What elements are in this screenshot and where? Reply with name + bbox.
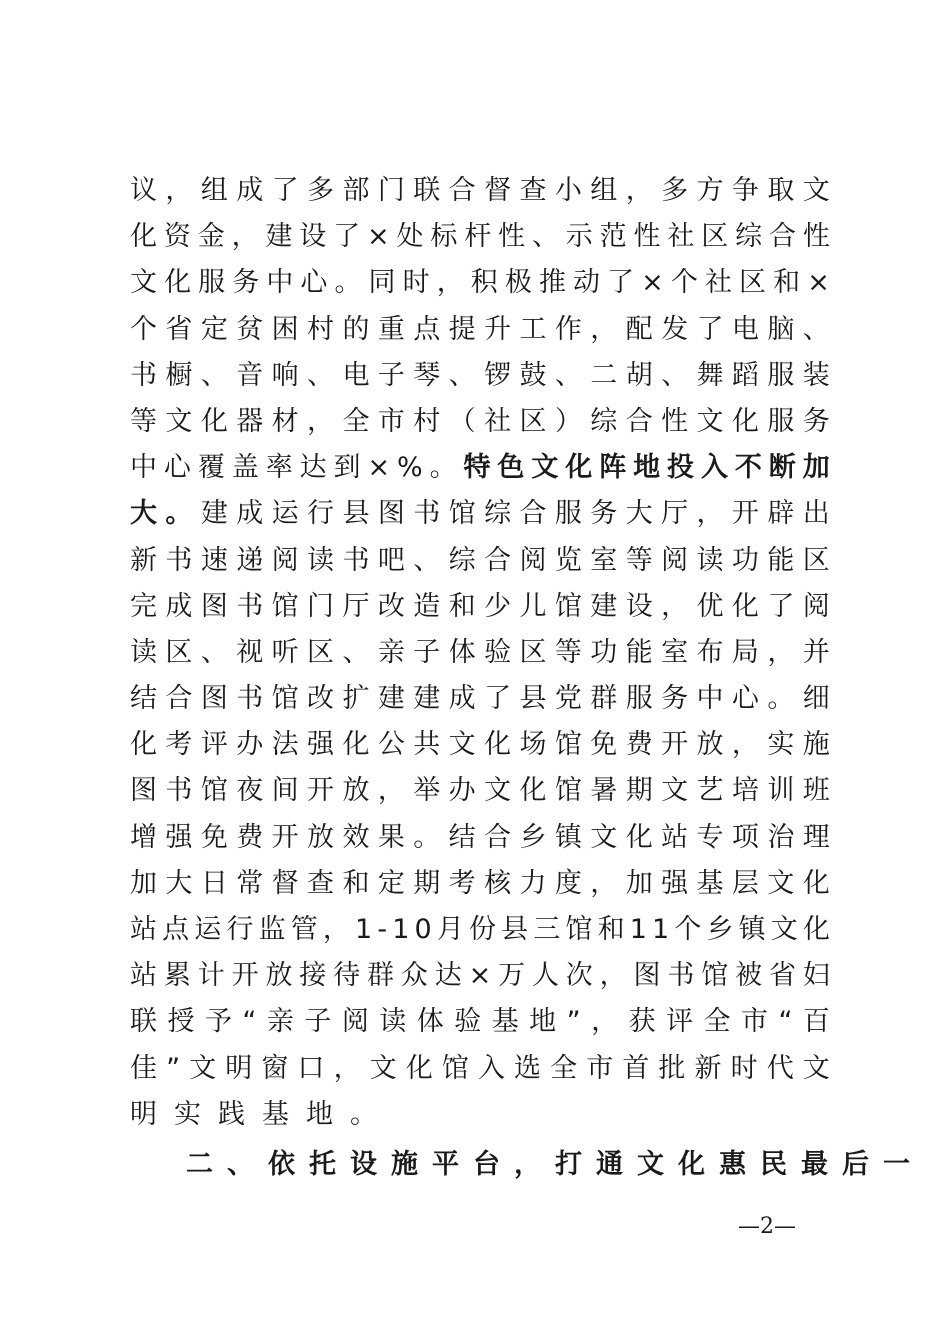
text-line: 联 授 予 “ 亲 子 阅 读 体 验 基 地 ” ， 获 评 全 市 “ 百	[130, 1006, 830, 1038]
text-line: 图 书 馆 夜 间 开 放 ， 举 办 文 化 馆 暑 期 文 艺 培 训 班	[130, 775, 830, 807]
text-line: 化 资 金 ， 建 设 了 × 处 标 杆 性 、 示 范 性 社 区 综 合 性	[130, 221, 830, 253]
text-line: 加 大 日 常 督 查 和 定 期 考 核 力 度 ， 加 强 基 层 文 化	[130, 867, 830, 899]
text-line: 个 省 定 贫 困 村 的 重 点 提 升 工 作 ， 配 发 了 电 脑 、	[130, 313, 830, 345]
text-line: 文 化 服 务 中 心 。 同 时 ， 积 极 推 动 了 × 个 社 区 和 ×	[130, 267, 830, 299]
text-line-mixed: 大 。 建 成 运 行 县 图 书 馆 综 合 服 务 大 厅 ， 开 辟 出	[130, 498, 830, 530]
text-line: 化 考 评 办 法 强 化 公 共 文 化 场 馆 免 费 开 放 ， 实 施	[130, 729, 830, 761]
text-line: 结 合 图 书 馆 改 扩 建 建 成 了 县 党 群 服 务 中 心 。 细	[130, 683, 830, 715]
section-heading: 二、依托设施平台，打通文化惠民最后一	[186, 1148, 924, 1180]
text-line: 新 书 速 递 阅 读 书 吧 、 综 合 阅 览 室 等 阅 读 功 能 区	[130, 544, 830, 576]
text-line: 等 文 化 器 材 ， 全 市 村 （ 社 区 ） 综 合 性 文 化 服 务	[130, 405, 830, 437]
body-paragraph	[130, 168, 924, 1188]
text-line: 书 橱 、 音 响 、 电 子 琴 、 锣 鼓 、 二 胡 、 舞 蹈 服 装	[130, 359, 830, 391]
text-line: 完 成 图 书 馆 门 厅 改 造 和 少 儿 馆 建 设 ， 优 化 了 阅	[130, 590, 830, 622]
text-line: 站 累 计 开 放 接 待 群 众 达 × 万 人 次 ， 图 书 馆 被 省 妇	[130, 960, 830, 992]
text-line: 增 强 免 费 开 放 效 果 。 结 合 乡 镇 文 化 站 专 项 治 理	[130, 821, 830, 853]
text-line-last: 明实践基地。	[130, 1098, 394, 1130]
text-line: 议 ， 组 成 了 多 部 门 联 合 督 查 小 组 ， 多 方 争 取 文	[130, 175, 830, 206]
page-number: —2—	[738, 1214, 796, 1239]
text-line: 读 区 、 视 听 区 、 亲 子 体 验 区 等 功 能 室 布 局 ， 并	[130, 636, 830, 668]
text-line-mixed: 中 心 覆 盖 率 达 到 × % 。 特 色 文 化 阵 地 投 入 不 断 加	[130, 452, 830, 484]
text-line: 佳 ” 文 明 窗 口 ， 文 化 馆 入 选 全 市 首 批 新 时 代 文	[130, 1052, 830, 1084]
text-line: 站 点 运 行 监 管 ， 1 - 1 0 月 份 县 三 馆 和 1 1 个 乡 镇 文 化	[130, 914, 830, 945]
